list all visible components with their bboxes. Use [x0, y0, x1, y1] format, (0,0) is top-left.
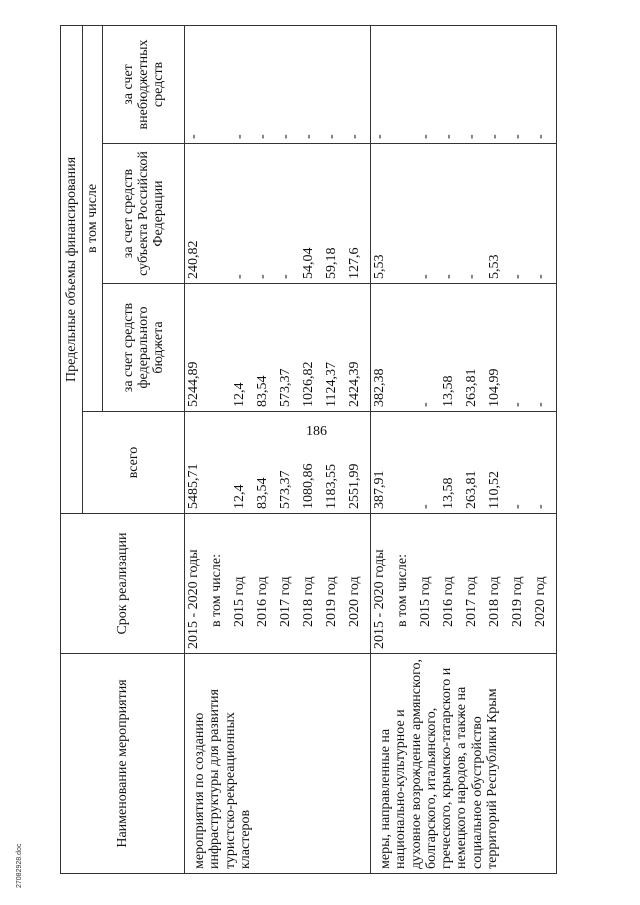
cell-federal [185, 284, 371, 412]
extrabudget-value: - [186, 134, 201, 139]
federal-value: 382,38 [372, 368, 387, 407]
term-value: 2019 год [510, 576, 525, 627]
total-value: 387,91 [372, 470, 387, 509]
header-extrabudget: за счет внебюджетных средств [103, 25, 185, 143]
regional-value [395, 148, 418, 279]
regional-value: - [510, 274, 525, 279]
total-value: 1080,86 [301, 463, 316, 509]
regional-value: 5,53 [372, 254, 387, 279]
total-value: - [533, 504, 548, 509]
table-row [371, 25, 557, 873]
header-regional: за счет средств субъекта Российской Федерации [103, 144, 185, 284]
term-value: 2015 - 2020 годы [372, 549, 387, 649]
term-value: 2018 год [301, 576, 316, 627]
regional-value: - [278, 274, 293, 279]
regional-value: - [441, 274, 456, 279]
extrabudget-value: - [347, 134, 362, 139]
doc-code: 27082928.doc [16, 843, 23, 888]
table-row [185, 25, 371, 873]
total-value: 573,37 [278, 470, 293, 509]
rotated-table-wrapper [60, 24, 560, 874]
federal-value: - [510, 402, 525, 407]
cell-total [371, 412, 557, 514]
federal-value: 573,37 [278, 368, 293, 407]
cell-term [185, 514, 371, 654]
header-total: всего [83, 412, 185, 514]
header-funding: Предельные объемы финансирования [61, 25, 83, 513]
total-value [395, 416, 418, 509]
extrabudget-value: - [372, 134, 387, 139]
cell-measure-name [185, 654, 371, 874]
total-value: - [418, 504, 433, 509]
term-value: 2020 год [347, 576, 362, 627]
total-value: 263,81 [464, 470, 479, 509]
header-including: в том числе [83, 25, 103, 411]
federal-value [395, 288, 418, 407]
federal-value: 1026,82 [301, 361, 316, 407]
extrabudget-value: - [533, 134, 548, 139]
cell-term [371, 514, 557, 654]
federal-value [209, 288, 232, 407]
term-value: 2015 год [232, 576, 247, 627]
extrabudget-value [209, 30, 232, 139]
term-value: в том числе: [395, 554, 410, 627]
term-value: в том числе: [209, 554, 224, 627]
total-value: 1183,55 [324, 464, 339, 509]
regional-value: 54,04 [301, 247, 316, 279]
cell-extrabudget [185, 25, 371, 143]
extrabudget-value: - [487, 134, 502, 139]
regional-value: 5,53 [487, 254, 502, 279]
extrabudget-value: - [255, 134, 270, 139]
cell-total [185, 412, 371, 514]
total-value: 13,58 [441, 477, 456, 509]
extrabudget-value: - [441, 134, 456, 139]
term-value: 2020 год [533, 576, 548, 627]
regional-value: - [232, 274, 247, 279]
total-value: 110,52 [487, 471, 502, 509]
regional-value: - [464, 274, 479, 279]
total-value: 12,4 [232, 484, 247, 509]
extrabudget-value: - [464, 134, 479, 139]
cell-federal [371, 284, 557, 412]
federal-value: - [418, 402, 433, 407]
term-value: 2017 год [464, 576, 479, 627]
term-value: 2016 год [255, 576, 270, 627]
cell-regional [185, 144, 371, 284]
term-value: 2015 год [418, 576, 433, 627]
page-number: 186 [306, 424, 327, 439]
regional-value: 127,6 [347, 247, 362, 279]
federal-value: - [533, 402, 548, 407]
federal-value: 263,81 [464, 368, 479, 407]
term-value: 2015 - 2020 годы [186, 549, 201, 649]
regional-value: - [418, 274, 433, 279]
extrabudget-value: - [510, 134, 525, 139]
cell-regional [371, 144, 557, 284]
term-value: 2017 год [278, 576, 293, 627]
funding-table [60, 25, 557, 874]
extrabudget-value: - [232, 134, 247, 139]
measure-name: меры, направленные на национально-культурное и духовное возрождение армянского, болгарского, итальянского, греческого, крымско-татарского и немецкого народов, а также на социальное обустройство территорий Республики Крым [378, 659, 501, 869]
federal-value: 1124,37 [324, 362, 339, 407]
federal-value: 83,54 [255, 375, 270, 407]
term-value: 2016 год [441, 576, 456, 627]
total-value: 2551,99 [347, 463, 362, 509]
federal-value: 2424,39 [347, 361, 362, 407]
term-value: 2019 год [324, 576, 339, 627]
cell-measure-name [371, 654, 557, 874]
total-value: 83,54 [255, 477, 270, 509]
total-value: 5485,71 [186, 463, 201, 509]
extrabudget-value: - [301, 134, 316, 139]
regional-value: 240,82 [186, 240, 201, 279]
measure-name: мероприятия по созданию инфраструктуры для развития туристско-рекреационных кластеров [192, 689, 253, 869]
header-term: Срок реализации [61, 514, 185, 654]
header-federal: за счет средств федерального бюджета [103, 284, 185, 412]
federal-value: 12,4 [232, 382, 247, 407]
cell-extrabudget [371, 25, 557, 143]
term-value: 2018 год [487, 576, 502, 627]
regional-value: - [533, 274, 548, 279]
extrabudget-value [395, 30, 418, 139]
extrabudget-value: - [278, 134, 293, 139]
federal-value: 104,99 [487, 368, 502, 407]
total-value [209, 416, 232, 509]
table-body [185, 25, 557, 873]
regional-value: 59,18 [324, 247, 339, 279]
regional-value: - [255, 274, 270, 279]
regional-value [209, 148, 232, 279]
federal-value: 13,58 [441, 375, 456, 407]
total-value: - [510, 504, 525, 509]
extrabudget-value: - [418, 134, 433, 139]
header-name: Наименование мероприятия [61, 654, 185, 874]
federal-value: 5244,89 [186, 361, 201, 407]
extrabudget-value: - [324, 134, 339, 139]
